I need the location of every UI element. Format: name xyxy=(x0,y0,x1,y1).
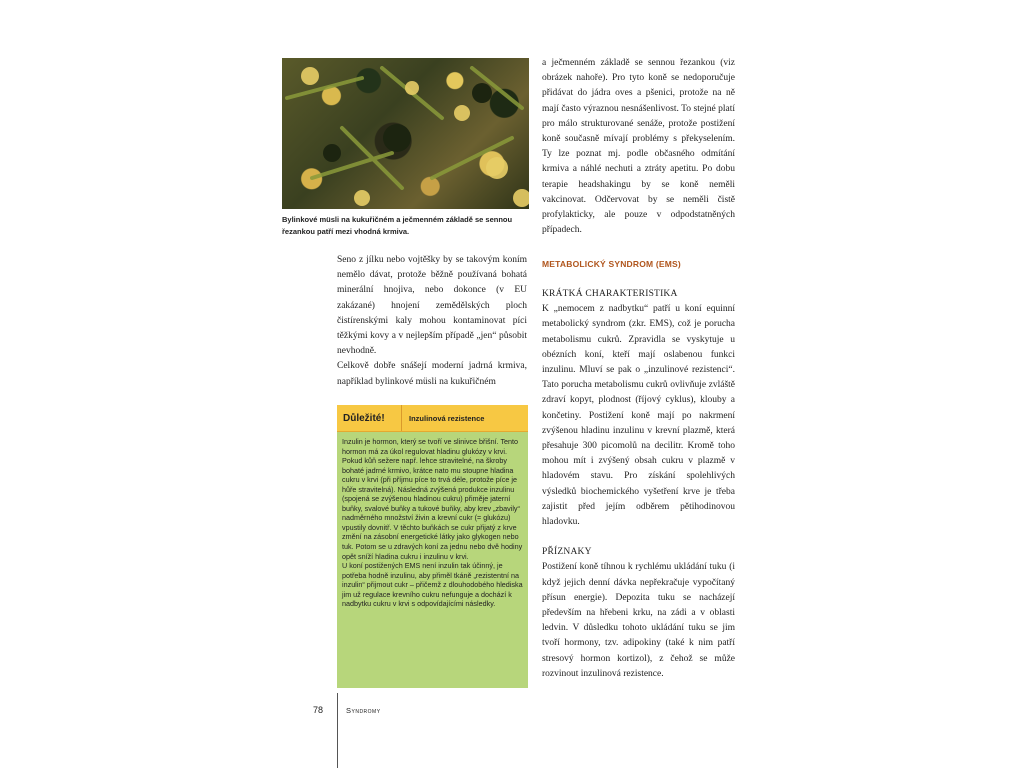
section-title: METABOLICKÝ SYNDROM (EMS) xyxy=(542,259,681,269)
right-text-column-bottom xyxy=(542,287,735,682)
info-box-paragraph: Inzulin je hormon, který se tvoří ve slinivce břišní. Tento hormon má za úkol regulovat hladinu glukózy v krvi. Pokud kůň sežere např. lehce stravitelné, na škroby bohaté jadrné krmivo, krátce nato mu stoupne hladina cukru v krvi (při příjmu píce to trvá déle, protože píce je hůře stravitelná). Následná zvýšená produkce inzulinu (spojená se zvýšenou hladinou cukru) přiměje jaterní buňky, svalové buňky a tukové buňky, aby krev „zbavily“ nadměrného množství živin a krevní cukr (= glukózu) vpustily dovnitř. V těchto buňkách se cukr přijatý z krve změní na zásobní energetické látky jako glykogen nebo tuk. Potom se u zdravých koní za jednu nebo dvě hodiny opět sníží hladina cukru i inzulinu v krvi. xyxy=(342,437,523,561)
subheading: PŘÍZNAKY xyxy=(542,547,592,558)
left-text-column xyxy=(337,253,527,390)
right-text-column-top xyxy=(542,56,735,238)
muesli-texture xyxy=(282,58,529,209)
page-number: 78 xyxy=(313,705,324,715)
body-paragraph: a ječmenném základě se sennou řezankou (viz obrázek nahoře). Pro tyto koně se nedoporučuje přidávat do jádra oves a pšenici, protože na ně mají často výraznou nesnášenlivost. To stejné platí pro málo strukturované senáže, protože postižení koně současně mívají problémy s překyselením. Ty lze poznat mj. podle občasného odmítání krmiva a náhlé nechuti a ztráty apetitu. Po dobu terapie headshakingu by se koně neměli vakcinovat. Odčervovat by se neměli čistě profylakticky, ale pouze v odpodstatněných případech. xyxy=(542,58,735,236)
info-box-header xyxy=(337,405,528,432)
body-paragraph: Postižení koně tíhnou k rychlému ukládání tuku (i když jejich denní dávka nepřekračuje vypočítaný přísun energie). Depozita tuku se nacházejí především na hřebeni krku, na zádi a v oblasti ledvin. V důsledku tohoto ukládání tuku se jim tvoří hormony, tzv. adipokiny (také k nim patří stresový hormon kortizol), z čehož se může rozvinout inzulinová rezistence. xyxy=(542,562,735,679)
herbal-muesli-photo xyxy=(282,58,529,209)
body-paragraph: K „nemocem z nadbytku“ patří u koní equinní metabolický syndrom (zkr. EMS), což je porucha metabolismu cukrů. Zpravidla se vyskytuje u obézních koní, kteří mají oslabenou funkci inzulinu. Mluví se pak o „inzulinové rezistenci“. Tato porucha metabolismu cukrů ovlivňuje zvláště zdraví kopyt, plodnost (říjový cyklus), klouby a končetiny. Postižení koně mají po nakrmení zvýšenou hladinu inzulinu v krevní plazmě, která přesahuje 300 picomolů na decilitr. Kromě toho mohou mít i zvýšený obsah cukru v plazmě v hladovém stavu. Pro získání spolehlivých výsledků biochemického vyšetření krve je třeba zajistit před jejím odběrem pětihodinovou hladovku. xyxy=(542,304,735,528)
footer-divider xyxy=(337,693,338,768)
info-box-paragraph: U koní postižených EMS není inzulin tak účinný, je potřeba hodně inzulinu, aby přiměl tkáně „rezistentní na inzulin“ přijmout cukr – přičemž z dlouhodobého hlediska jim už regulace krevního cukru nefunguje a dochází k nadbytku cukru v krvi s odpovídajícími následky. xyxy=(342,561,523,609)
subheading: KRÁTKÁ CHARAKTERISTIKA xyxy=(542,289,678,299)
body-paragraph: Seno z jílku nebo vojtěšky by se takovým koním nemělo dávat, protože běžně používaná bohatá minerální hnojiva, nebo dokonce (v EU zakázané) hnojení zemědělských ploch čistírenskými kaly mohou kontaminovat píci těžkými kovy a v nejlepším případě „jen“ působit nevhodně. xyxy=(337,255,527,357)
body-paragraph: Celkově dobře snášejí moderní jadrná krmiva, například bylinkové müsli na kukuřičném xyxy=(337,361,527,387)
info-box-topic: Inzulinová rezistence xyxy=(409,413,485,423)
running-head: Syndromy xyxy=(346,706,381,715)
info-box-body xyxy=(337,432,528,688)
important-info-box xyxy=(337,405,528,687)
info-box-label: Důležité! xyxy=(337,405,402,431)
figure-caption: Bylinkové müsli na kukuřičném a ječmenném základě se sennou řezankou patří mezi vhodná krmiva. xyxy=(282,215,513,236)
